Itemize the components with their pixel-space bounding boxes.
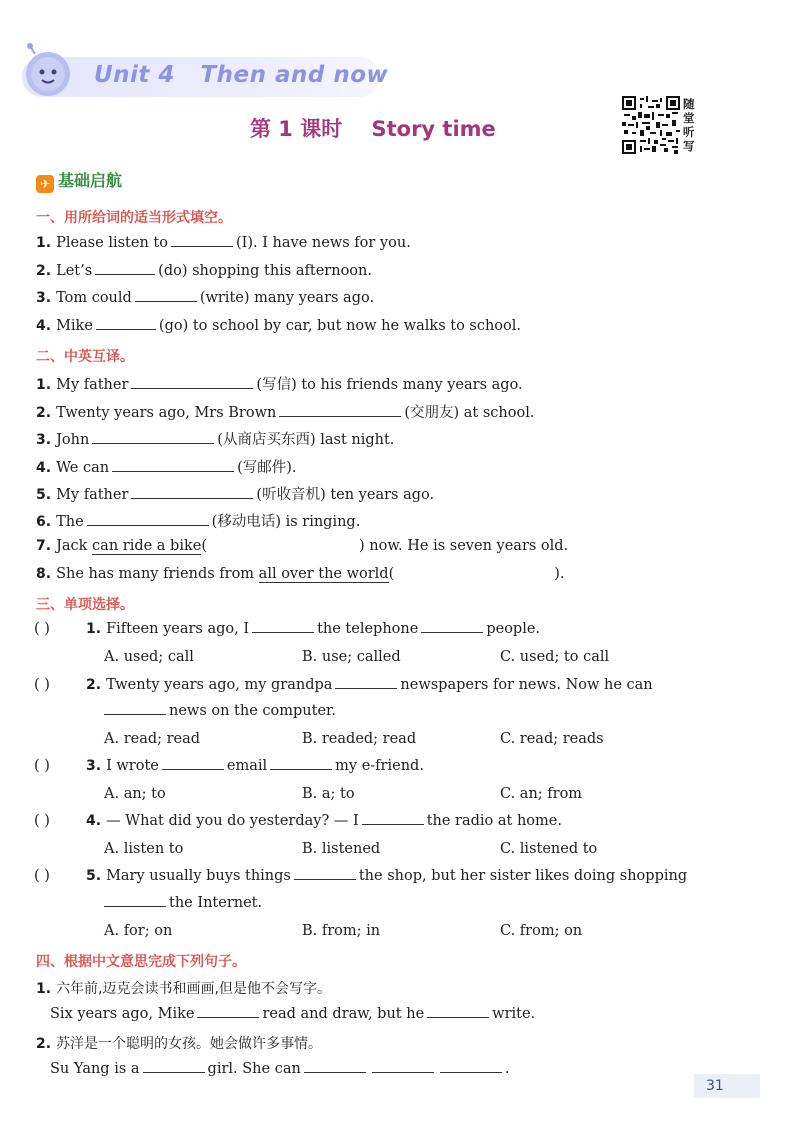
item-text: my e-friend. bbox=[335, 758, 424, 774]
answer-blank[interactable] bbox=[87, 524, 209, 526]
answer-blank[interactable] bbox=[335, 687, 397, 689]
s4-item-1-en bbox=[50, 1006, 535, 1022]
item-number: 2. bbox=[36, 263, 52, 279]
s3-heading: 三、单项选择。 bbox=[36, 597, 134, 613]
item-text: (交朋友) at school. bbox=[404, 405, 535, 421]
s1-item-1 bbox=[36, 235, 411, 251]
answer-blank[interactable] bbox=[270, 768, 332, 770]
answer-blank[interactable] bbox=[304, 1071, 366, 1073]
option-c[interactable]: C. used; to call bbox=[500, 649, 610, 665]
answer-blank[interactable] bbox=[135, 300, 197, 302]
option-c[interactable]: C. from; on bbox=[500, 923, 583, 939]
answer-blank[interactable] bbox=[440, 1071, 502, 1073]
item-text: Mike bbox=[56, 318, 93, 334]
answer-blank[interactable] bbox=[171, 245, 233, 247]
item-text: (从商店买东西) last night. bbox=[217, 432, 395, 448]
item-text: the radio at home. bbox=[426, 813, 562, 829]
item-number: 4. bbox=[36, 318, 52, 334]
item-number: 1. bbox=[36, 981, 52, 997]
option-c[interactable]: C. read; reads bbox=[500, 731, 604, 747]
item-text: (I). I have news for you. bbox=[235, 235, 411, 251]
item-text: news on the computer. bbox=[169, 703, 336, 719]
item-text: the shop, but her sister likes doing shopping bbox=[358, 868, 688, 884]
s1-item-4 bbox=[36, 318, 521, 334]
item-text: ). bbox=[554, 566, 565, 582]
answer-paren[interactable]: ( ) bbox=[34, 758, 50, 774]
qr-code-icon[interactable] bbox=[622, 96, 680, 154]
item-text: She has many friends from bbox=[56, 566, 255, 582]
item-number: 1. bbox=[36, 377, 52, 393]
underlined-phrase: can ride a bike bbox=[92, 538, 202, 554]
lesson-title: 第 1 课时 Story time bbox=[250, 117, 496, 141]
item-text: ) now. He is seven years old. bbox=[359, 538, 569, 554]
section-heading-text: 基础启航 bbox=[58, 171, 123, 190]
s1-item-2 bbox=[36, 263, 372, 279]
item-text: girl. She can bbox=[207, 1061, 301, 1077]
option-b[interactable]: B. readed; read bbox=[302, 731, 417, 747]
option-a[interactable]: A. listen to bbox=[104, 841, 184, 857]
item-text: Twenty years ago, my grandpa bbox=[106, 677, 333, 693]
item-number: 4. bbox=[36, 460, 52, 476]
item-number: 3. bbox=[36, 432, 52, 448]
answer-blank[interactable] bbox=[362, 823, 424, 825]
item-text: write. bbox=[492, 1006, 536, 1022]
item-number: 5. bbox=[36, 487, 52, 503]
answer-blank[interactable] bbox=[294, 878, 356, 880]
s2-heading: 二、中英互译。 bbox=[36, 349, 134, 365]
item-number: 5. bbox=[86, 868, 102, 884]
section-heading bbox=[36, 168, 122, 193]
open-paren: ( bbox=[388, 566, 395, 582]
item-text: email bbox=[226, 758, 268, 774]
option-b[interactable]: B. from; in bbox=[302, 923, 381, 939]
item-text: Su Yang is a bbox=[50, 1061, 140, 1077]
item-text: Tom could bbox=[56, 290, 132, 306]
s4-item-2-cn bbox=[36, 1033, 322, 1053]
s2-item-8 bbox=[36, 566, 565, 582]
answer-blank[interactable] bbox=[131, 387, 253, 389]
item-text: . bbox=[504, 1061, 510, 1077]
answer-blank[interactable] bbox=[162, 768, 224, 770]
item-number: 8. bbox=[36, 566, 52, 582]
answer-blank[interactable] bbox=[104, 905, 166, 907]
item-text: My father bbox=[56, 377, 129, 393]
s2-item-4 bbox=[36, 456, 297, 477]
item-text: people. bbox=[486, 621, 541, 637]
item-number: 2. bbox=[36, 405, 52, 421]
s2-item-2 bbox=[36, 401, 534, 422]
answer-blank[interactable] bbox=[143, 1071, 205, 1073]
item-text: John bbox=[56, 432, 90, 448]
item-number: 3. bbox=[86, 758, 102, 774]
answer-paren[interactable]: ( ) bbox=[34, 677, 50, 693]
item-number: 1. bbox=[86, 621, 102, 637]
s3-q2-cont bbox=[104, 703, 336, 719]
item-number: 3. bbox=[36, 290, 52, 306]
s3-q1 bbox=[86, 621, 540, 637]
option-a[interactable]: A. used; call bbox=[104, 649, 194, 665]
qr-label: 随堂听写 bbox=[683, 97, 695, 153]
item-text: Fifteen years ago, I bbox=[106, 621, 250, 637]
s3-q2 bbox=[86, 677, 653, 693]
s3-q5-cont bbox=[104, 895, 262, 911]
s2-item-5 bbox=[36, 483, 434, 504]
item-text: 六年前,迈克会读书和画画,但是他不会写字。 bbox=[56, 981, 331, 997]
item-number: 7. bbox=[36, 538, 52, 554]
s4-item-2-en bbox=[50, 1061, 509, 1077]
answer-blank[interactable] bbox=[372, 1071, 434, 1073]
item-number: 1. bbox=[36, 235, 52, 251]
item-number: 2. bbox=[36, 1036, 52, 1052]
answer-paren[interactable]: ( ) bbox=[34, 621, 50, 637]
answer-blank[interactable] bbox=[92, 442, 214, 444]
option-a[interactable]: A. read; read bbox=[104, 731, 201, 747]
item-text: The bbox=[56, 514, 84, 530]
s1-item-3 bbox=[36, 290, 374, 306]
item-text: — What did you do yesterday? — I bbox=[106, 813, 359, 829]
answer-blank[interactable] bbox=[421, 631, 483, 633]
answer-blank[interactable] bbox=[95, 273, 155, 275]
answer-blank[interactable] bbox=[96, 328, 156, 330]
answer-blank[interactable] bbox=[279, 415, 401, 417]
item-text: We can bbox=[56, 460, 110, 476]
answer-paren[interactable]: ( ) bbox=[34, 868, 50, 884]
item-text: Six years ago, Mike bbox=[50, 1006, 195, 1022]
underlined-phrase: all over the world bbox=[258, 566, 389, 582]
item-text: Mary usually buys things bbox=[106, 868, 291, 884]
option-a[interactable]: A. an; to bbox=[104, 786, 166, 802]
item-text: newspapers for news. Now he can bbox=[400, 677, 653, 693]
item-text: Jack bbox=[56, 538, 88, 554]
item-number: 4. bbox=[86, 813, 102, 829]
item-text: Twenty years ago, Mrs Brown bbox=[56, 405, 277, 421]
s3-q3 bbox=[86, 758, 424, 774]
item-text: I wrote bbox=[106, 758, 159, 774]
option-b[interactable]: B. a; to bbox=[302, 786, 355, 802]
item-text: (do) shopping this afternoon. bbox=[158, 263, 372, 279]
item-text: Let’s bbox=[56, 263, 93, 279]
option-c[interactable]: C. listened to bbox=[500, 841, 598, 857]
item-text: read and draw, but he bbox=[262, 1006, 425, 1022]
s2-item-6 bbox=[36, 510, 360, 531]
s1-heading: 一、用所给词的适当形式填空。 bbox=[36, 210, 232, 226]
s4-heading: 四、根据中文意思完成下列句子。 bbox=[36, 954, 246, 970]
item-text: Please listen to bbox=[56, 235, 168, 251]
answer-blank[interactable] bbox=[427, 1016, 489, 1018]
item-number: 2. bbox=[86, 677, 102, 693]
item-text: (write) many years ago. bbox=[199, 290, 375, 306]
item-text: My father bbox=[56, 487, 129, 503]
answer-blank[interactable] bbox=[104, 713, 166, 715]
s3-q5 bbox=[86, 868, 687, 884]
option-b[interactable]: B. use; called bbox=[302, 649, 401, 665]
answer-blank[interactable] bbox=[131, 497, 253, 499]
item-text: (go) to school by car, but now he walks to school. bbox=[158, 318, 522, 334]
item-text: the Internet. bbox=[169, 895, 263, 911]
unit-title: Unit 4 Then and now bbox=[94, 62, 389, 88]
open-paren: ( bbox=[201, 538, 208, 554]
mascot-icon bbox=[18, 42, 76, 98]
page-number: 31 bbox=[694, 1074, 760, 1098]
item-text: the telephone bbox=[317, 621, 419, 637]
item-text: (写邮件). bbox=[237, 460, 297, 476]
s4-item-1-cn bbox=[36, 978, 331, 998]
item-text: (移动电话) is ringing. bbox=[211, 514, 361, 530]
s2-item-7 bbox=[36, 538, 568, 554]
answer-blank[interactable] bbox=[112, 470, 234, 472]
s2-item-3 bbox=[36, 428, 394, 449]
answer-blank[interactable] bbox=[252, 631, 314, 633]
option-b[interactable]: B. listened bbox=[302, 841, 381, 857]
item-text: (写信) to his friends many years ago. bbox=[256, 377, 523, 393]
option-c[interactable]: C. an; from bbox=[500, 786, 583, 802]
answer-blank[interactable] bbox=[197, 1016, 259, 1018]
answer-paren[interactable]: ( ) bbox=[34, 813, 50, 829]
rocket-icon: ✈ bbox=[36, 175, 54, 193]
s3-q4 bbox=[86, 813, 562, 829]
item-number: 6. bbox=[36, 514, 52, 530]
item-text: 苏洋是一个聪明的女孩。她会做许多事情。 bbox=[56, 1036, 323, 1052]
item-text: (听收音机) ten years ago. bbox=[256, 487, 435, 503]
option-a[interactable]: A. for; on bbox=[104, 923, 173, 939]
s2-item-1 bbox=[36, 373, 523, 394]
